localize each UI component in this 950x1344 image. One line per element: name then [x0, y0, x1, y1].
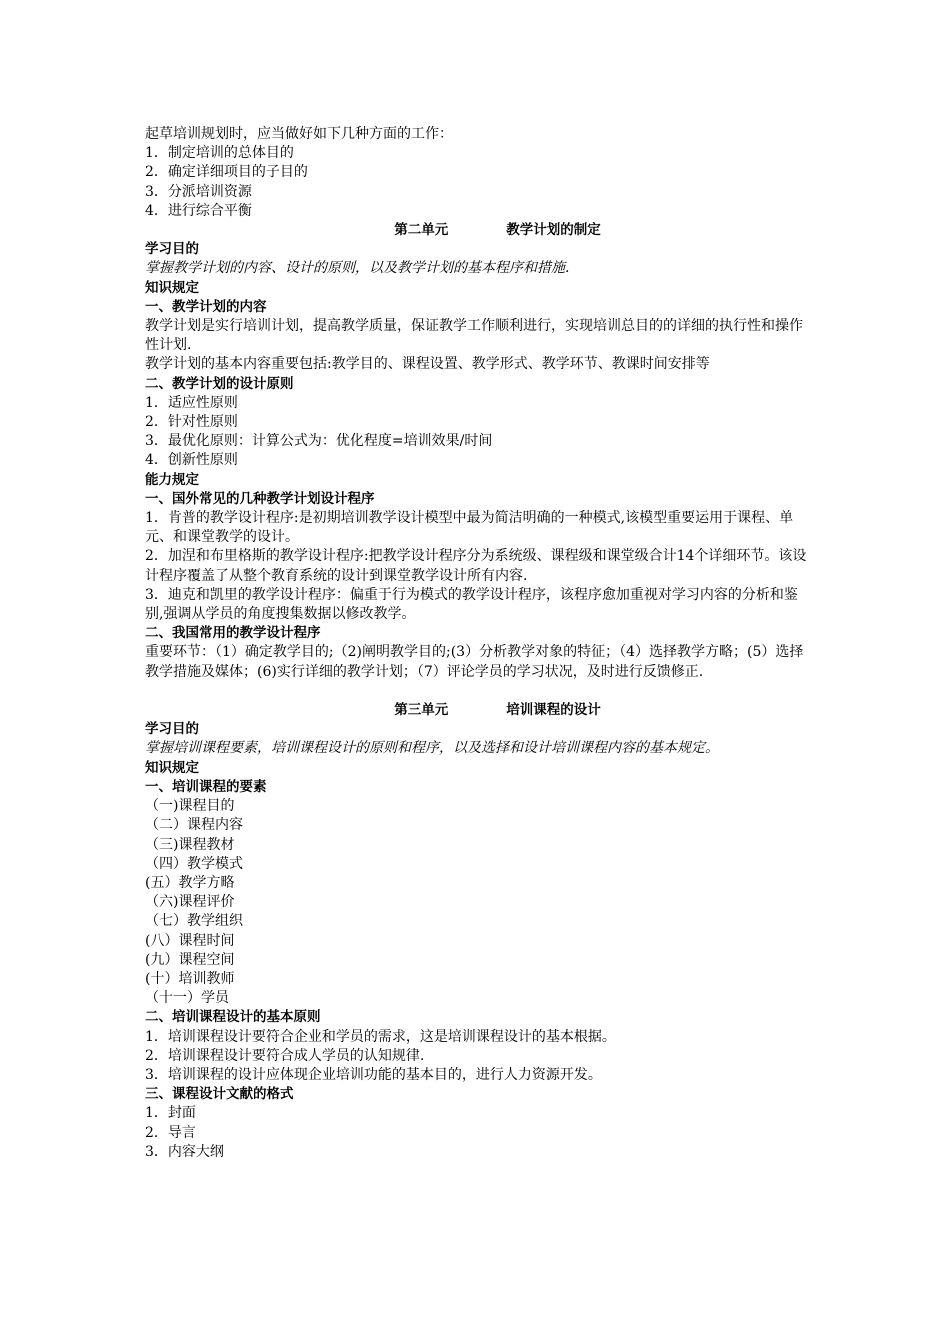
unit2-section1-paragraph: 教学计划的基本内容重要包括:教学目的、课程设置、教学形式、教学环节、教课时间安排等	[145, 356, 710, 373]
unit2-section1-paragraph: 教学计划是实行培训计划，提高教学质量，保证教学工作顺利进行，实现培训总目的的详细的执行性和操作性计划.	[145, 318, 803, 354]
unit2-section1-heading: 一、教学计划的内容	[145, 298, 267, 315]
unit3-format-item: 1．封面	[145, 1105, 196, 1122]
unit3-knowledge-heading: 知识规定	[145, 759, 199, 776]
unit2-knowledge-heading: 知识规定	[145, 279, 199, 296]
unit2-ability1-item: 2．加涅和布里格斯的教学设计程序:把教学设计程序分为系统级、课程级和课堂级合计14个详细环节。该设计程序覆盖了从整个教育系统的设计到课堂教学设计所有内容.	[145, 548, 807, 584]
unit2-ability1-heading: 一、国外常见的几种教学计划设计程序	[145, 490, 375, 507]
unit3-section1-heading: 一、培训课程的要素	[145, 778, 267, 795]
section-spacer	[145, 682, 810, 701]
unit2-title	[145, 221, 810, 240]
unit3-principle-item: 3．培训课程的设计应体现企业培训功能的基本目的，进行人力资源开发。	[145, 1066, 602, 1083]
unit3-title	[145, 701, 810, 720]
unit3-element-item: （三)课程教材	[145, 836, 235, 853]
unit2-objective-text: 掌握教学计划的内容、设计的原则，以及教学计划的基本程序和措施.	[145, 260, 570, 277]
unit3-format-item: 3．内容大纲	[145, 1143, 224, 1160]
unit2-ability-heading: 能力规定	[145, 471, 199, 488]
unit3-principle-item: 1．培训课程设计要符合企业和学员的需求，这是培训课程设计的基本根据。	[145, 1028, 616, 1045]
unit2-section2-heading: 二、教学计划的设计原则	[145, 375, 294, 392]
intro-item: 3．分派培训资源	[145, 183, 252, 200]
document-page	[145, 125, 810, 1162]
unit3-element-item: (十）培训教师	[145, 970, 235, 987]
unit3-element-item: （十一）学员	[145, 990, 229, 1007]
unit3-element-item: （六)课程评价	[145, 894, 235, 911]
unit3-element-item: (五）教学方略	[145, 874, 235, 891]
unit3-principle-item: 2．培训课程设计要符合成人学员的认知规律.	[145, 1047, 425, 1064]
unit3-objective-text: 掌握培训课程要素，培训课程设计的原则和程序，以及选择和设计培训课程内容的基本规定。	[145, 740, 719, 757]
unit2-section2-item: 1．适应性原则	[145, 394, 238, 411]
unit3-format-item: 2．导言	[145, 1124, 196, 1141]
unit3-element-item: （一)课程目的	[145, 798, 235, 815]
unit2-ability1-item: 3．迪克和凯里的教学设计程序：偏重于行为模式的教学设计程序，该程序愈加重视对学习内容的分析和鉴别,强调从学员的角度搜集数据以修改教学。	[145, 586, 798, 623]
intro-item: 2．确定详细项目的子目的	[145, 164, 308, 181]
unit2-ability2-text: 重要环节：（1）确定教学目的;（2)阐明教学目的;(3）分析教学对象的特征；（4）选择教学方略；(5）选择教学措施及媒体；(6)实行详细的教学计划；（7）评论学员的学习状况，及时进行反馈修正.	[145, 644, 804, 680]
unit2-title-text: 教学计划的制定	[506, 222, 601, 239]
intro-item: 1．制定培训的总体目的	[145, 145, 294, 162]
unit3-number: 第三单元	[394, 702, 449, 719]
unit2-objective-heading: 学习目的	[145, 241, 199, 258]
unit3-element-item: （四）教学模式	[145, 855, 243, 872]
unit3-objective-heading: 学习目的	[145, 721, 199, 738]
unit3-section2-heading: 二、培训课程设计的基本原则	[145, 1009, 321, 1026]
intro-lead: 起草培训规划时，应当做好如下几种方面的工作：	[145, 126, 453, 142]
unit2-number: 第二单元	[394, 222, 449, 239]
unit2-section2-item: 2．针对性原则	[145, 414, 238, 431]
unit2-section2-item: 4．创新性原则	[145, 452, 238, 469]
unit2-ability2-heading: 二、我国常用的教学设计程序	[145, 625, 321, 642]
intro-item: 4．进行综合平衡	[145, 202, 252, 219]
unit3-title-text: 培训课程的设计	[506, 702, 601, 719]
unit3-section3-heading: 三、课程设计文献的格式	[145, 1086, 294, 1103]
unit3-element-item: (八）课程时间	[145, 932, 235, 949]
unit2-ability1-item: 1．肯普的教学设计程序:是初期培训教学设计模型中最为简洁明确的一种模式,该模型重要运用于课程、单元、和课堂教学的设计。	[145, 510, 794, 546]
unit3-element-item: (九）课程空间	[145, 951, 235, 968]
unit2-section2-item: 3．最优化原则：计算公式为：优化程度=培训效果/时间	[145, 433, 493, 450]
unit3-element-item: （二）课程内容	[145, 817, 243, 834]
unit3-element-item: （七）教学组织	[145, 913, 243, 930]
